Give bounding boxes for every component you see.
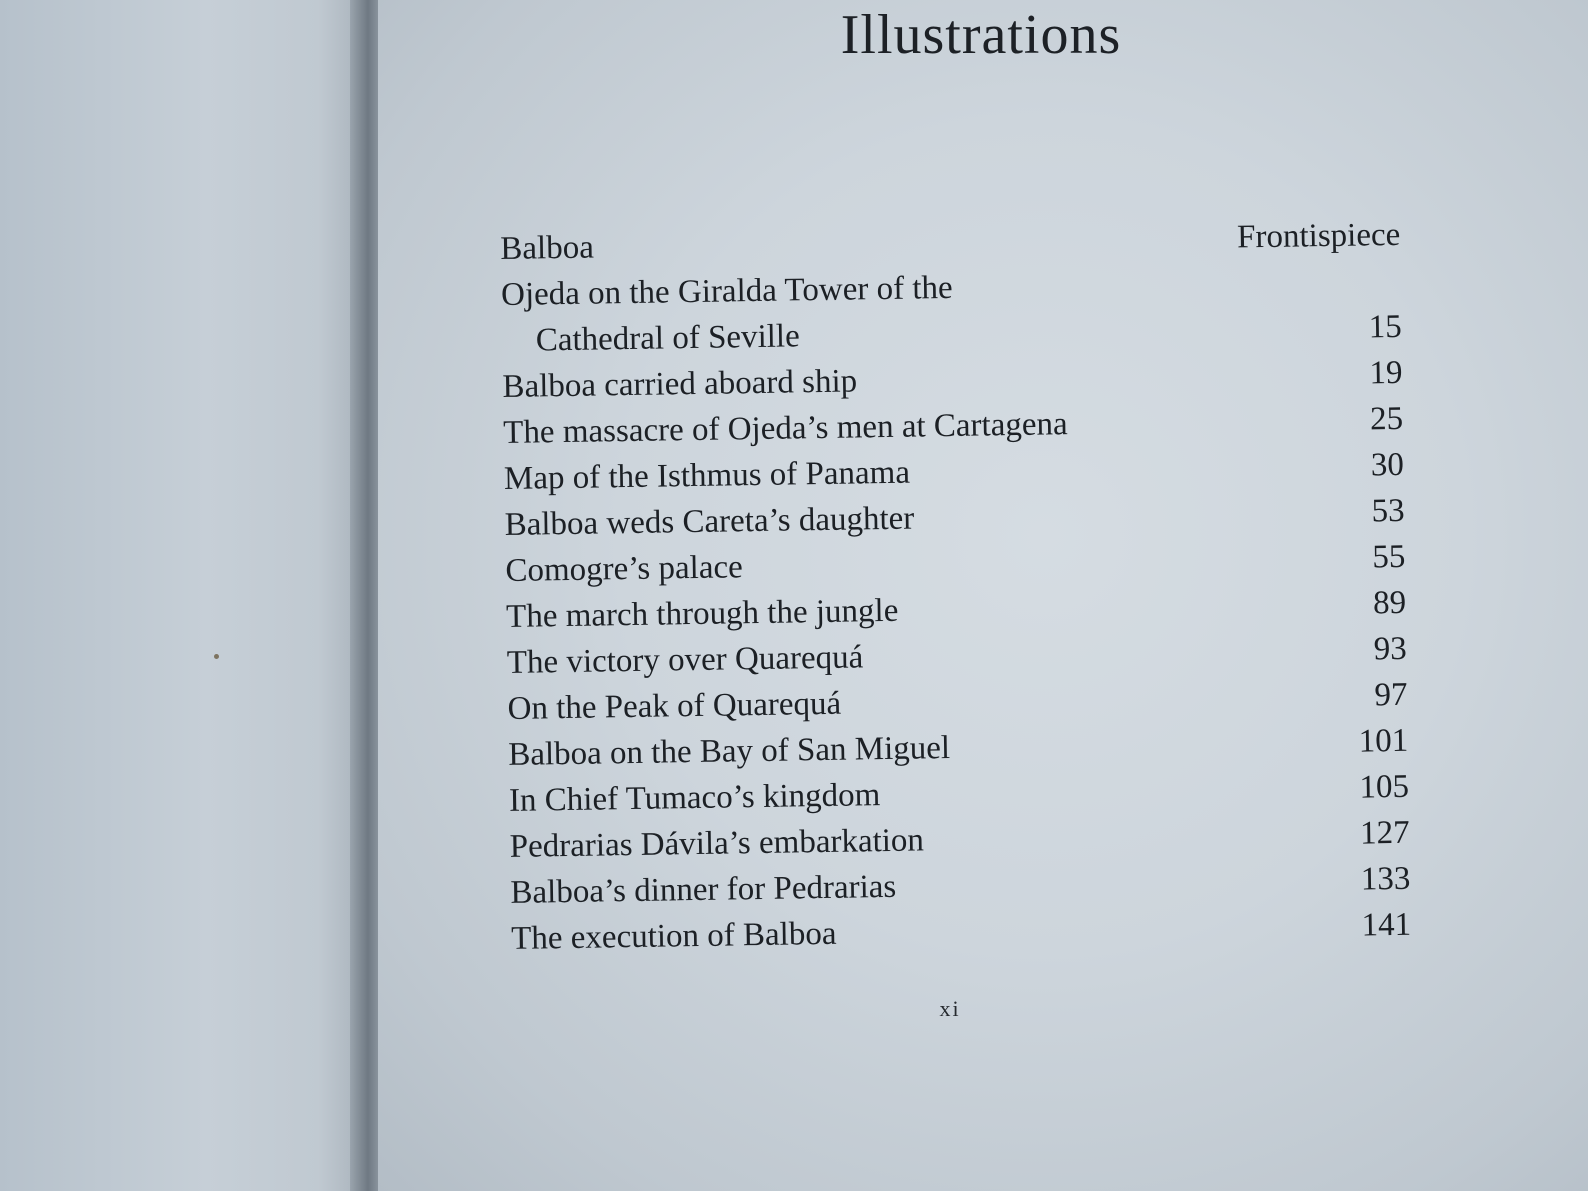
illustration-title: Balboa xyxy=(500,229,595,267)
illustration-page: 19 xyxy=(1369,354,1403,392)
illustration-page: 25 xyxy=(1369,400,1404,438)
illustration-page: 89 xyxy=(1372,584,1407,622)
illustration-title: Balboa weds Careta’s daughter xyxy=(504,500,915,543)
illustration-title: In Chief Tumaco’s kingdom xyxy=(508,777,881,819)
illustration-page: 127 xyxy=(1359,814,1410,852)
page-title: Illustrations xyxy=(840,4,1122,66)
illustration-title: Ojeda on the Giralda Tower of the xyxy=(500,269,953,313)
left-page xyxy=(0,0,375,1191)
illustration-title-continued: Cathedral of Seville xyxy=(535,318,800,359)
illustration-title: The victory over Quarequá xyxy=(506,639,864,681)
illustration-title: Balboa’s dinner for Pedrarias xyxy=(510,868,897,911)
illustration-page: 53 xyxy=(1371,492,1405,530)
page-number: xi xyxy=(939,996,961,1021)
illustration-page: 15 xyxy=(1368,308,1402,346)
illustration-title: The execution of Balboa xyxy=(510,915,837,957)
illustration-title: Balboa carried aboard ship xyxy=(502,363,858,405)
illustration-title: Map of the Isthmus of Panama xyxy=(503,454,911,497)
illustration-page: 141 xyxy=(1361,906,1412,944)
illustration-page: 97 xyxy=(1374,676,1408,714)
illustration-page: Frontispiece xyxy=(1236,216,1401,256)
illustration-title: Comogre’s palace xyxy=(505,549,744,589)
illustration-page: 105 xyxy=(1359,768,1410,806)
illustrations-list xyxy=(500,212,1411,962)
illustration-title: Balboa on the Bay of San Miguel xyxy=(508,729,951,773)
illustration-page: 101 xyxy=(1358,722,1409,760)
illustration-page: 133 xyxy=(1360,860,1411,898)
illustration-title: Pedrarias Dávila’s embarkation xyxy=(509,822,925,865)
right-page xyxy=(378,0,1588,1191)
illustration-title: The march through the jungle xyxy=(505,592,899,635)
paper-speck xyxy=(214,654,219,659)
illustration-title: On the Peak of Quarequá xyxy=(507,685,842,727)
illustration-page: 55 xyxy=(1372,538,1406,576)
illustration-page: 30 xyxy=(1370,446,1405,484)
illustration-title: The massacre of Ojeda’s men at Cartagena xyxy=(502,406,1068,451)
illustration-page: 93 xyxy=(1373,630,1408,668)
